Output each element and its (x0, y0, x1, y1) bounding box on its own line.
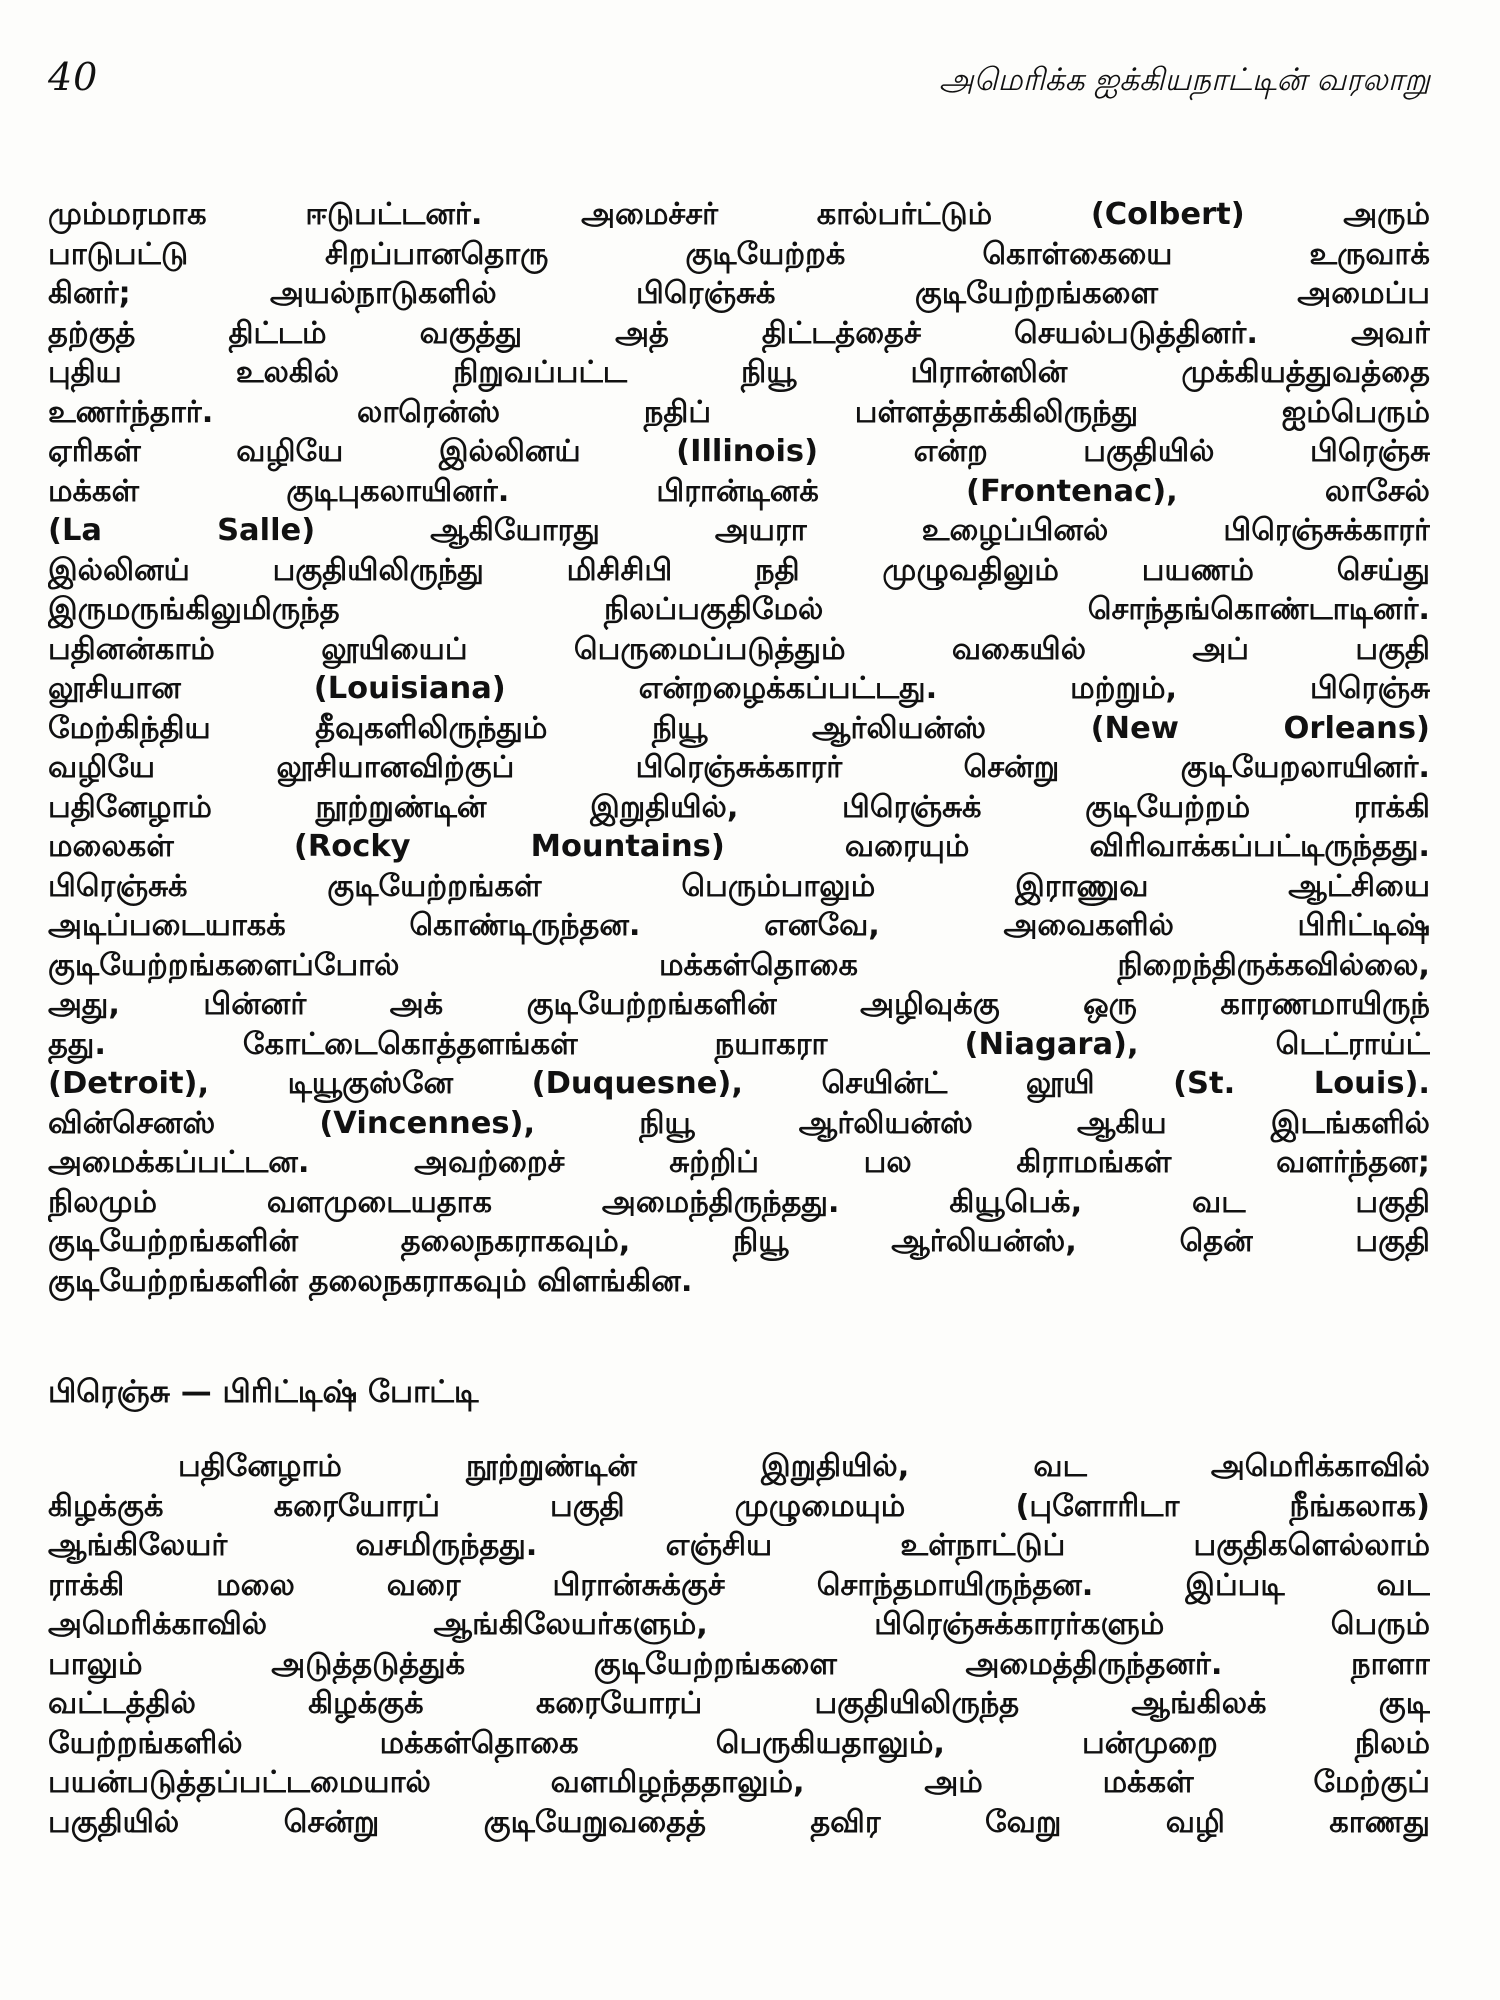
text-line: தற்குத் திட்டம் வகுத்து அத் திட்டத்தைச் செயல்படுத்தினர். அவர் (48, 315, 1430, 351)
text-line: அது, பின்னர் அக் குடியேற்றங்களின் அழிவுக்கு ஒரு காரணமாயிருந் (48, 987, 1430, 1022)
text-line: அடிப்படையாகக் கொண்டிருந்தன. எனவே, அவைகளில் பிரிட்டிஷ் (48, 908, 1430, 943)
text-line: வட்டத்தில் கிழக்குக் கரையோரப் பகுதியிலிருந்த ஆங்கிலக் குடி (48, 1686, 1430, 1721)
text-line: பிரெஞ்சுக் குடியேற்றங்கள் பெரும்பாலும் இராணுவ ஆட்சியை (48, 868, 1430, 904)
text-line: அமெரிக்காவில் ஆங்கிலேயர்களும், பிரெஞ்சுக்காரர்களும் பெரும் (48, 1607, 1430, 1642)
text-line: பதினேழாம் நூற்றுண்டின் இறுதியில், பிரெஞ்சுக் குடியேற்றம் ராக்கி (48, 789, 1430, 825)
page-number: 40 (48, 55, 99, 99)
text-line: பயன்படுத்தப்பட்டமையால் வளமிழந்ததாலும், அம் மக்கள் மேற்குப் (48, 1765, 1430, 1800)
section-heading: பிரெஞ்சு — பிரிட்டிஷ் போட்டி (48, 1374, 479, 1410)
text-line: மலைகள் (Rocky Mountains) வரையும் விரிவாக்கப்பட்டிருந்தது. (48, 829, 1430, 864)
text-line: ராக்கி மலை வரை பிரான்சுக்குச் சொந்தமாயிருந்தன. இப்படி வட (48, 1567, 1430, 1603)
text-line: நிலமும் வளமுடையதாக அமைந்திருந்தது. கியூபெக், வட பகுதி (48, 1184, 1430, 1220)
text-line: பதினேழாம் நூற்றுண்டின் இறுதியில், வட அமெரிக்காவில் (178, 1449, 1430, 1484)
text-line: பகுதியில் சென்று குடியேறுவதைத் தவிர வேறு வழி காணது (48, 1804, 1430, 1840)
text-line: பதினன்காம் லூயியைப் பெருமைப்படுத்தும் வகையில் அப் பகுதி (48, 631, 1430, 667)
text-line: குடியேற்றங்களைப்போல் மக்கள்தொகை நிறைந்திருக்கவில்லை, (48, 947, 1430, 983)
text-line: புதிய உலகில் நிறுவப்பட்ட நியூ பிரான்ஸின் முக்கியத்துவத்தை (48, 355, 1430, 390)
text-line: குடியேற்றங்களின் தலைநகராகவும் விளங்கின. (48, 1263, 693, 1299)
text-line: அமைக்கப்பட்டன. அவற்றைச் சுற்றிப் பல கிராமங்கள் வளர்ந்தன; (48, 1145, 1430, 1180)
text-line: (Detroit), டியூகுஸ்னே (Duquesne), செயின்ட் லூயி (St. Louis). (48, 1066, 1430, 1101)
text-line: மக்கள் குடிபுகலாயினர். பிரான்டினக் (Frontenac), லாசேல் (48, 473, 1430, 509)
text-line: ஆங்கிலேயர் வசமிருந்தது. எஞ்சிய உள்நாட்டுப் பகுதிகளெல்லாம் (48, 1528, 1430, 1563)
text-line: குடியேற்றங்களின் தலைநகராகவும், நியூ ஆர்லியன்ஸ், தென் பகுதி (48, 1224, 1430, 1259)
text-line: லூசியான (Louisiana) என்றழைக்கப்பட்டது. மற்றும், பிரெஞ்சு (48, 671, 1430, 706)
text-line: இல்லினய் பகுதியிலிருந்து மிசிசிபி நதி முழுவதிலும் பயணம் செய்து (48, 552, 1430, 588)
text-line: வழியே லூசியானவிற்குப் பிரெஞ்சுக்காரர் சென்று குடியேறலாயினர். (48, 750, 1430, 785)
text-line: பாடுபட்டு சிறப்பானதொரு குடியேற்றக் கொள்கையை உருவாக் (48, 236, 1430, 272)
text-line: கிழக்குக் கரையோரப் பகுதி முழுமையும் (புளோரிடா நீங்கலாக) (48, 1488, 1430, 1524)
text-line: (La Salle) ஆகியோரது அயரா உழைப்பினல் பிரெஞ்சுக்காரர் (48, 513, 1430, 548)
paragraph-2 (48, 1447, 1430, 1842)
text-line: கினர்; அயல்நாடுகளில் பிரெஞ்சுக் குடியேற்றங்களை அமைப்ப (48, 276, 1430, 311)
text-line: ஏரிகள் வழியே இல்லினய் (Illinois) என்ற பகுதியில் பிரெஞ்சு (48, 434, 1430, 469)
text-line: உணர்ந்தார். லாரென்ஸ் நதிப் பள்ளத்தாக்கிலிருந்து ஐம்பெரும் (48, 394, 1430, 430)
page-header (48, 55, 1430, 135)
text-line: இருமருங்கிலுமிருந்த நிலப்பகுதிமேல் சொந்தங்கொண்டாடினர். (48, 592, 1430, 627)
paragraph-1 (48, 195, 1430, 1301)
text-line: மும்மரமாக ஈடுபட்டனர். அமைச்சர் கால்பர்ட்டும் (Colbert) அரும் (48, 197, 1430, 232)
text-line: வின்செனஸ் (Vincennes), நியூ ஆர்லியன்ஸ் ஆகிய இடங்களில் (48, 1105, 1430, 1141)
running-title: அமெரிக்க ஐக்கியநாட்டின் வரலாறு (939, 62, 1430, 98)
text-line: யேற்றங்களில் மக்கள்தொகை பெருகியதாலும், பன்முறை நிலம் (48, 1725, 1430, 1761)
text-line: பாலும் அடுத்தடுத்துக் குடியேற்றங்களை அமைத்திருந்தனர். நாளா (48, 1646, 1430, 1682)
text-line: மேற்கிந்திய தீவுகளிலிருந்தும் நியூ ஆர்லியன்ஸ் (New Orleans) (48, 710, 1430, 746)
text-line: தது. கோட்டைகொத்தளங்கள் நயாகரா (Niagara), டெட்ராய்ட் (48, 1026, 1430, 1062)
